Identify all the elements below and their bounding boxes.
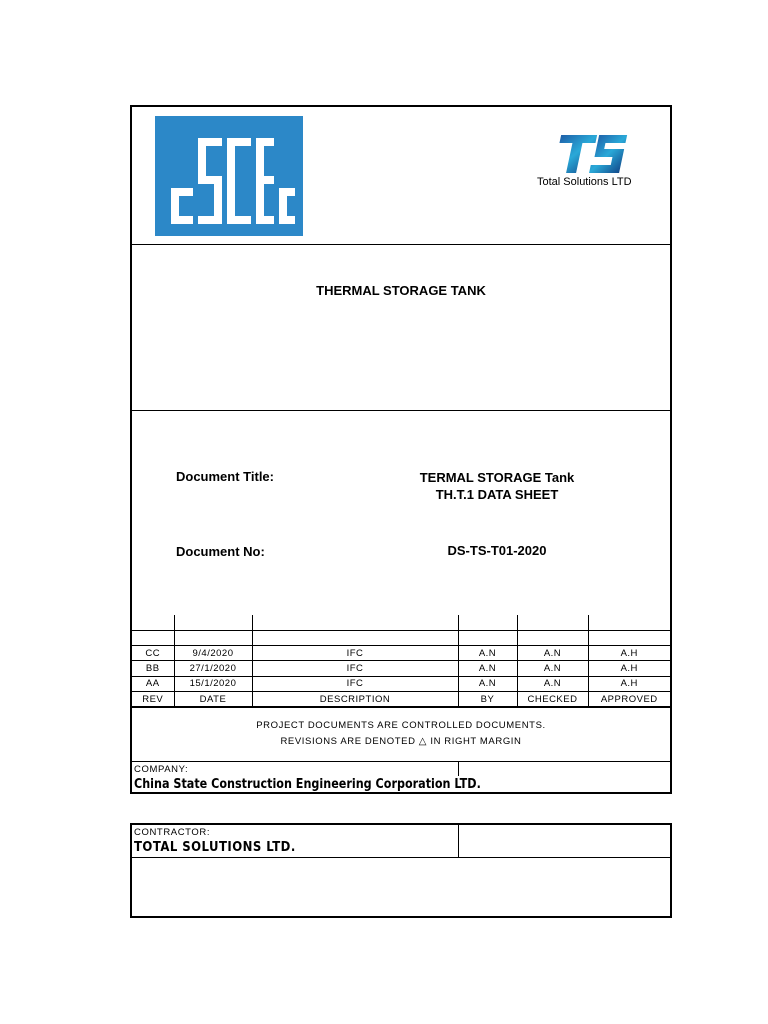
by-cell: A.N <box>458 661 517 676</box>
company-divider <box>458 762 459 776</box>
table-row <box>132 676 670 691</box>
contractor-section <box>132 825 670 858</box>
notice-line2 <box>132 734 670 750</box>
document-title-line1: TERMAL STORAGE Tank <box>419 470 575 485</box>
tank-title: THERMAL STORAGE TANK <box>316 283 486 298</box>
contractor-name: TOTAL SOLUTIONS LTD. <box>134 840 296 855</box>
checked-cell: A.N <box>517 676 588 691</box>
checked-cell: A.N <box>517 661 588 676</box>
by-cell: A.N <box>458 676 517 691</box>
title-block-frame <box>130 105 672 794</box>
table-row <box>132 615 670 630</box>
table-row <box>132 630 670 645</box>
checked-cell: A.N <box>517 646 588 661</box>
table-row <box>132 661 670 676</box>
document-number-label: Document No: <box>176 544 265 559</box>
delta-icon: △ <box>418 736 428 747</box>
document-title-label: Document Title: <box>176 469 274 484</box>
date-cell: 15/1/2020 <box>174 676 252 691</box>
company-name: China State Construction Engineering Corporation LTD. <box>134 777 481 792</box>
description-cell: IFC <box>252 661 458 676</box>
date-header: DATE <box>174 691 252 706</box>
contractor-block-frame <box>130 823 672 918</box>
rev-cell: CC <box>132 646 174 661</box>
document-number-value: DS-TS-T01-2020 <box>447 543 547 558</box>
description-header: DESCRIPTION <box>252 691 458 706</box>
tank-title-section <box>132 245 670 411</box>
table-row <box>132 646 670 661</box>
notice-line2-before: REVISIONS ARE DENOTED <box>280 736 416 747</box>
description-cell: IFC <box>252 676 458 691</box>
rev-header: REV <box>132 691 174 706</box>
ts-company-name: Total Solutions LTD <box>537 176 632 188</box>
approved-cell: A.H <box>588 676 670 691</box>
contractor-divider <box>458 825 459 858</box>
by-cell: A.N <box>458 646 517 661</box>
approved-cell: A.H <box>588 646 670 661</box>
cscec-logo <box>155 116 303 236</box>
controlled-documents-notice <box>132 707 670 762</box>
by-header: BY <box>458 691 517 706</box>
company-section <box>132 762 670 794</box>
approved-header: APPROVED <box>588 691 670 706</box>
date-cell: 9/4/2020 <box>174 646 252 661</box>
revision-table <box>132 615 670 707</box>
logo-section <box>132 107 670 245</box>
rev-cell: BB <box>132 661 174 676</box>
checked-header: CHECKED <box>517 691 588 706</box>
notice-line2-after: IN RIGHT MARGIN <box>430 736 522 747</box>
contractor-label: CONTRACTOR: <box>134 827 211 838</box>
company-label: COMPANY: <box>134 764 189 775</box>
notice-line1: PROJECT DOCUMENTS ARE CONTROLLED DOCUMENTS. <box>256 720 546 731</box>
rev-cell: AA <box>132 676 174 691</box>
description-cell: IFC <box>252 646 458 661</box>
approved-cell: A.H <box>588 661 670 676</box>
document-title-line2: TH.T.1 DATA SHEET <box>435 487 559 502</box>
document-info-section <box>132 411 670 615</box>
table-header-row <box>132 691 670 706</box>
date-cell: 27/1/2020 <box>174 661 252 676</box>
